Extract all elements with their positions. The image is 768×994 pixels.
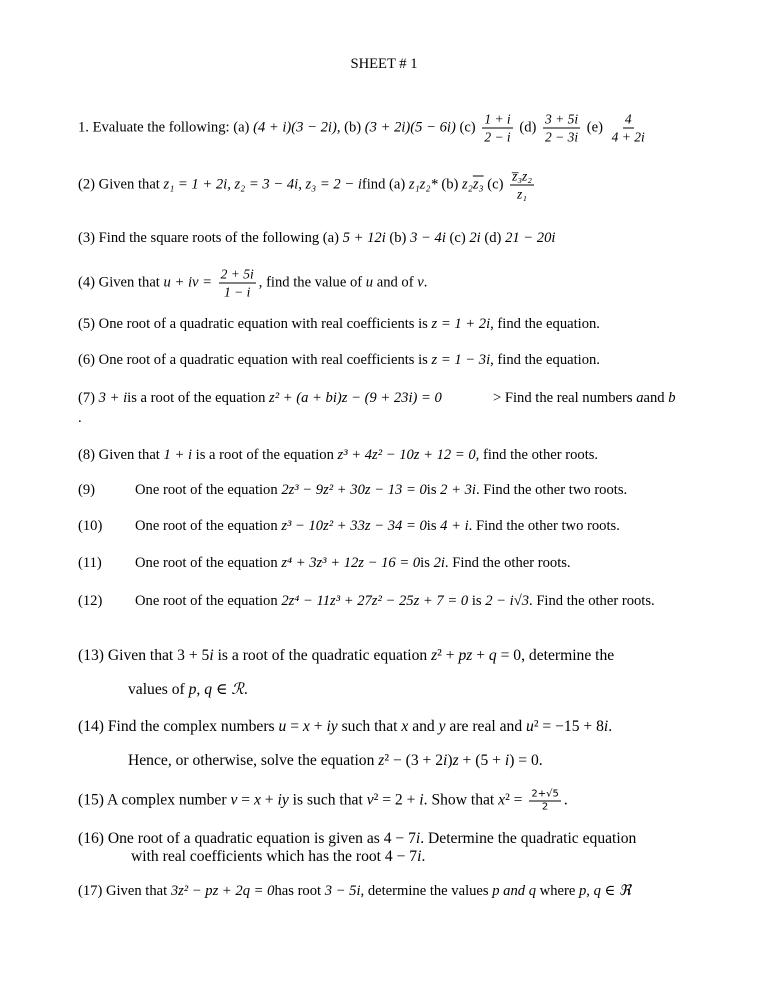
text: = — [237, 791, 254, 809]
text: (11) — [78, 555, 102, 571]
problem-line — [78, 830, 636, 848]
math-expression: x — [253, 791, 261, 809]
text: (16) One root of a quadratic equation is given as 4 − 7 — [78, 830, 416, 847]
text: . Find the other two roots. — [475, 482, 628, 498]
math-expression: 1 + i — [163, 447, 193, 463]
text: ² + — [437, 647, 459, 664]
text: is — [468, 593, 486, 609]
text: . — [423, 274, 428, 291]
problem-line — [78, 315, 600, 333]
math-expression: v — [366, 791, 374, 809]
math-expression: u — [365, 274, 374, 291]
math-expression: 3 + i — [98, 390, 128, 406]
math-expression: 2 − i√3 — [485, 593, 530, 609]
math-expression: p, q — [188, 681, 213, 698]
numerator: 4 — [624, 111, 632, 127]
numerator: z̅₃z₂ — [512, 168, 532, 184]
math-expression: q — [488, 647, 497, 664]
text: One root of the equation — [135, 593, 282, 609]
fraction — [529, 789, 560, 814]
text: (4) Given that — [78, 274, 164, 291]
text: (13) Given that 3 + 5 — [78, 647, 210, 664]
text: . — [608, 718, 613, 735]
problem-line — [135, 592, 655, 610]
math-expression: i — [603, 718, 609, 735]
text: (3) Find the square roots of the following (a) — [78, 230, 343, 246]
text: and — [408, 718, 439, 735]
math-expression: b — [668, 390, 676, 406]
math-expression: z₁z₂* — [408, 176, 438, 193]
text: is a root of the quadratic equation — [213, 647, 432, 664]
math-expression: 2z³ − 9z² + 30z − 13 = 0 — [281, 482, 427, 498]
math-expression: u — [526, 718, 534, 735]
math-expression: z₂ — [462, 176, 473, 193]
denominator: 2 — [541, 801, 549, 813]
text: ² = — [505, 791, 527, 809]
problem-line — [78, 351, 600, 369]
problem-line — [78, 554, 102, 572]
math-expression: 5 + 12i — [342, 230, 386, 246]
text: (c) — [445, 230, 470, 246]
text: (10) — [78, 518, 103, 534]
math-expression: (4 + i)(3 − 2i) — [253, 119, 337, 136]
math-expression: ℛ — [231, 681, 244, 698]
text: such that — [337, 718, 402, 735]
text: (5) One root of a quadratic equation with real coefficients is — [78, 316, 432, 332]
problem-line — [78, 389, 442, 407]
math-expression: x — [498, 791, 506, 809]
problem-line — [78, 718, 612, 736]
problem-line — [78, 882, 631, 900]
text: ) = 0. — [509, 752, 543, 769]
math-expression: 2i — [469, 230, 481, 246]
text: (b) — [437, 176, 463, 193]
text: (8) Given that — [78, 447, 164, 463]
math-expression: i — [419, 791, 424, 809]
problem-line — [78, 789, 568, 814]
problem-line — [78, 647, 614, 665]
text: One root of the equation — [135, 555, 282, 571]
denominator: 2 − i — [484, 129, 511, 145]
text: + — [309, 718, 327, 735]
text: ∈ — [212, 681, 232, 698]
problem-line — [78, 446, 598, 464]
text: (15) A complex number — [78, 791, 231, 809]
denominator: 4 + 2i — [611, 129, 645, 145]
text: . — [421, 848, 426, 865]
numerator: 1 + i — [484, 111, 511, 127]
text: . Find the other two roots. — [468, 518, 620, 534]
problem-line — [131, 848, 425, 866]
text: + (5 + — [458, 752, 505, 769]
math-expression: z₁ = 1 + 2i, z₂ = 3 − 4i, z₃ = 2 − i — [163, 176, 362, 193]
text: (b) — [385, 230, 411, 246]
math-expression: 4 + i — [440, 518, 469, 534]
math-expression: i — [504, 752, 510, 769]
text: values of — [128, 681, 189, 698]
problem-line — [135, 517, 620, 535]
math-expression: 3 − 5i — [324, 883, 361, 899]
text: ) — [447, 752, 453, 769]
sheet-title: SHEET # 1 — [350, 56, 418, 72]
text: where — [536, 883, 579, 899]
math-expression: p, q ∈ ℜ — [578, 883, 631, 899]
math-expression: z — [452, 752, 459, 769]
text: (c) — [483, 176, 508, 193]
math-expression: x — [401, 718, 409, 735]
fraction — [543, 111, 580, 146]
math-expression: v — [230, 791, 238, 809]
conjugate-expression: z₃ — [472, 176, 484, 193]
math-expression: i — [209, 647, 214, 664]
math-expression: v — [417, 274, 424, 291]
math-expression: 21 − 20i — [505, 230, 556, 246]
text: . Show that — [423, 791, 499, 809]
math-expression: 3 − 4i — [410, 230, 446, 246]
problem-line — [128, 681, 248, 699]
problem-line — [78, 266, 427, 301]
problem-line — [78, 168, 537, 203]
text: (6) One root of a quadratic equation with real coefficients is — [78, 352, 432, 368]
text: = 0, determine the — [496, 647, 615, 664]
text: (12) — [78, 593, 103, 609]
text: is — [426, 482, 441, 498]
math-expression: pz — [458, 647, 473, 664]
text: , determine the values — [360, 883, 493, 899]
problem-line — [78, 409, 82, 427]
text: , find the other roots. — [475, 447, 599, 463]
text: , (b) — [336, 119, 365, 136]
text: 1. Evaluate the following: (a) — [78, 119, 254, 136]
math-expression: 2z⁴ − 11z³ + 27z² − 25z + 7 = 0 — [281, 593, 469, 609]
text: . — [78, 410, 82, 426]
math-expression: x — [302, 718, 310, 735]
problem-line — [135, 554, 571, 572]
numerator: 3 + 5i — [545, 111, 579, 127]
math-expression: z² + (a + bi)z − (9 + 23i) = 0 — [269, 390, 442, 406]
text: (2) Given that — [78, 176, 164, 193]
problem-line — [78, 481, 95, 499]
text: + — [260, 791, 278, 809]
text: > Find the real numbers — [493, 390, 637, 406]
fraction — [510, 168, 534, 203]
text: Hence, or otherwise, solve the equation — [128, 752, 379, 769]
math-expression: 2i — [433, 555, 445, 571]
text: (d) — [515, 119, 541, 136]
text: are real and — [445, 718, 527, 735]
text: is a root of the equation — [192, 447, 338, 463]
problem-line — [493, 389, 676, 407]
denominator: 1 − i — [224, 284, 251, 300]
math-expression: u — [278, 718, 287, 735]
denominator: 2 − 3i — [545, 129, 579, 145]
text: (d) — [480, 230, 506, 246]
text: , find the equation. — [490, 316, 600, 332]
math-expression: i — [443, 752, 448, 769]
text: ² = −15 + 8 — [533, 718, 604, 735]
numerator: 2 + 5i — [220, 266, 254, 282]
math-expression: a — [636, 390, 644, 406]
text: ² − (3 + 2 — [384, 752, 444, 769]
problem-line — [78, 592, 102, 610]
problem-line — [128, 752, 543, 770]
math-expression: i — [417, 848, 422, 865]
math-expression: (3 + 2i)(5 − 6i) — [364, 119, 456, 136]
math-expression: z = 1 − 3i — [431, 352, 491, 368]
problem-line — [135, 481, 627, 499]
text: , find the value of — [258, 274, 366, 291]
text: ² = 2 + — [373, 791, 420, 809]
text: is — [420, 555, 434, 571]
text: is — [426, 518, 441, 534]
math-expression: i — [415, 830, 421, 847]
math-expression: z⁴ + 3z³ + 12z − 16 = 0 — [281, 555, 421, 571]
text: One root of the equation — [135, 518, 282, 534]
text: (c) — [455, 119, 480, 136]
math-expression: p and q — [492, 883, 537, 899]
math-expression: z³ − 10z² + 33z − 34 = 0 — [281, 518, 427, 534]
math-expression: u + iv = — [163, 274, 216, 291]
math-expression: 2 + 3i — [440, 482, 476, 498]
problem-line — [78, 111, 650, 146]
text: . Find the other roots. — [444, 555, 571, 571]
text: = — [286, 718, 303, 735]
text: . Determine the quadratic equation — [420, 830, 637, 847]
text: . Find the other roots. — [529, 593, 655, 609]
text: . — [563, 791, 568, 809]
text: (14) Find the complex numbers — [78, 718, 279, 735]
text: has root — [274, 883, 325, 899]
numerator: 2+√5 — [531, 788, 559, 800]
text: + — [472, 647, 489, 664]
math-expression: z = 1 + 2i — [431, 316, 491, 332]
math-expression: z — [378, 752, 385, 769]
fraction — [610, 111, 647, 146]
text: , find the equation. — [490, 352, 600, 368]
math-expression: z — [431, 647, 438, 664]
problem-line — [78, 517, 102, 535]
text: with real coefficients which has the root 4 − 7 — [131, 848, 418, 865]
text: and — [643, 390, 669, 406]
text: (9) — [78, 482, 96, 498]
fraction — [482, 111, 512, 146]
text: is such that — [288, 791, 367, 809]
text: (e) — [583, 119, 607, 136]
math-expression: z³ + 4z² − 10z + 12 = 0 — [337, 447, 476, 463]
math-expression: iy — [326, 718, 338, 735]
math-expression: iy — [277, 791, 289, 809]
math-expression: y — [438, 718, 446, 735]
fraction — [219, 266, 256, 301]
text: . — [243, 681, 248, 698]
text: (17) Given that — [78, 883, 171, 899]
problem-line — [78, 229, 555, 247]
text: find (a) — [361, 176, 409, 193]
text: (7) — [78, 390, 99, 406]
text: One root of the equation — [135, 482, 282, 498]
text: and of — [373, 274, 418, 291]
math-expression: 3z² − pz + 2q = 0 — [170, 883, 275, 899]
denominator: z₁ — [517, 186, 527, 202]
text: is a root of the equation — [127, 390, 270, 406]
